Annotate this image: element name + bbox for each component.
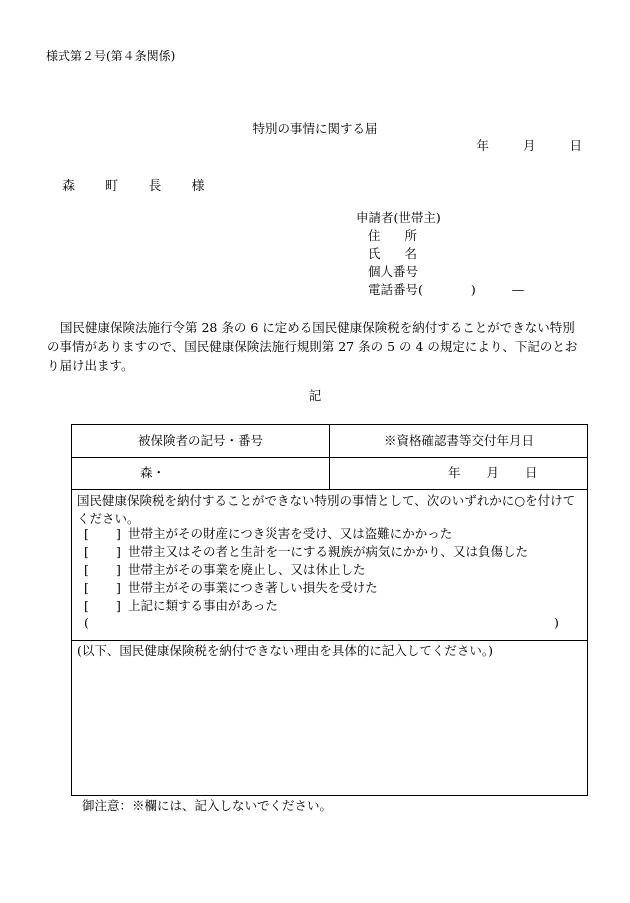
- checkbox-open: [: [84, 562, 89, 577]
- addressee: [62, 180, 230, 193]
- address-label: 住 所: [368, 228, 418, 243]
- checkbox-open: [: [84, 598, 89, 613]
- ki-heading: 記: [308, 388, 322, 403]
- date-year-label: 年: [476, 138, 490, 153]
- option-label: 上記に類する事由があった: [128, 598, 278, 613]
- option-row[interactable]: [84, 525, 452, 543]
- checkbox-close: ]: [116, 598, 121, 613]
- form-number: 様式第２号(第４条関係): [46, 49, 176, 63]
- option-label: 世帯主又はその者と生計を一にする親族が病気にかかり、又は負傷した: [128, 544, 529, 559]
- table-divider: [72, 489, 587, 490]
- checkbox-close: ]: [116, 580, 121, 595]
- date-month-label: 月: [523, 138, 536, 153]
- issue-year-label: 年: [448, 465, 461, 480]
- checkbox-open: [: [84, 580, 89, 595]
- phone-label: 電話番号( ) —: [368, 282, 525, 297]
- body-paragraph: 国民健康保険法施行令第 28 条の 6 に定める国民健康保険税を納付することができない特別の事情がありますので、国民健康保険法施行規則第 27 条の 5 の 4 の規定により、下記のとおり届け出ます。: [47, 320, 578, 373]
- personal-number-label: 個人番号: [368, 264, 419, 279]
- option-row[interactable]: [84, 579, 378, 597]
- issue-date-header: ※資格確認書等交付年月日: [383, 433, 534, 448]
- addressee-char: 森: [62, 179, 76, 194]
- submission-date: [473, 140, 582, 153]
- checkbox-close: ]: [116, 562, 121, 577]
- option-row[interactable]: [84, 561, 366, 579]
- form-table: [71, 424, 588, 796]
- checkbox-instruction: 国民健康保険税を納付することができない特別の事情として、次のいずれかに○を付けてください。: [77, 493, 576, 526]
- issue-day-label: 日: [525, 465, 538, 480]
- option-row[interactable]: [84, 597, 278, 615]
- addressee-char: 様: [191, 179, 205, 194]
- applicant-heading: 申請者(世帯主): [356, 210, 441, 225]
- option-label: 世帯主がその事業につき著しい損失を受けた: [128, 580, 378, 595]
- name-label: 氏 名: [368, 246, 418, 261]
- checkbox-open: [: [84, 526, 89, 541]
- table-divider: [72, 640, 587, 641]
- insured-number-field[interactable]: 森・: [140, 465, 166, 480]
- other-reason-open[interactable]: (: [84, 615, 89, 630]
- checkbox-close: ]: [116, 544, 121, 559]
- issue-month-label: 月: [486, 465, 500, 480]
- footer-note: 御注意：※欄には、記入しないでください。: [82, 798, 333, 813]
- reason-prompt: (以下、国民健康保険税を納付できない理由を具体的に記入してください。): [77, 643, 494, 658]
- option-label: 世帯主がその財産につき災害を受け、又は盗難にかかった: [128, 526, 453, 541]
- insured-number-header: 被保険者の記号・番号: [137, 433, 263, 448]
- checkbox-open: [: [84, 544, 89, 559]
- checkbox-close: ]: [116, 526, 121, 541]
- option-label: 世帯主がその事業を廃止し、又は休止した: [128, 562, 366, 577]
- reason-textarea[interactable]: [77, 665, 582, 790]
- document-title: 特別の事情に関する届: [252, 121, 378, 136]
- issue-date-field[interactable]: [448, 467, 538, 480]
- option-row[interactable]: [84, 543, 528, 561]
- date-day-label: 日: [569, 138, 582, 153]
- addressee-char: 町: [105, 179, 119, 194]
- addressee-char: 長: [148, 179, 162, 194]
- other-reason-close: ): [554, 615, 559, 630]
